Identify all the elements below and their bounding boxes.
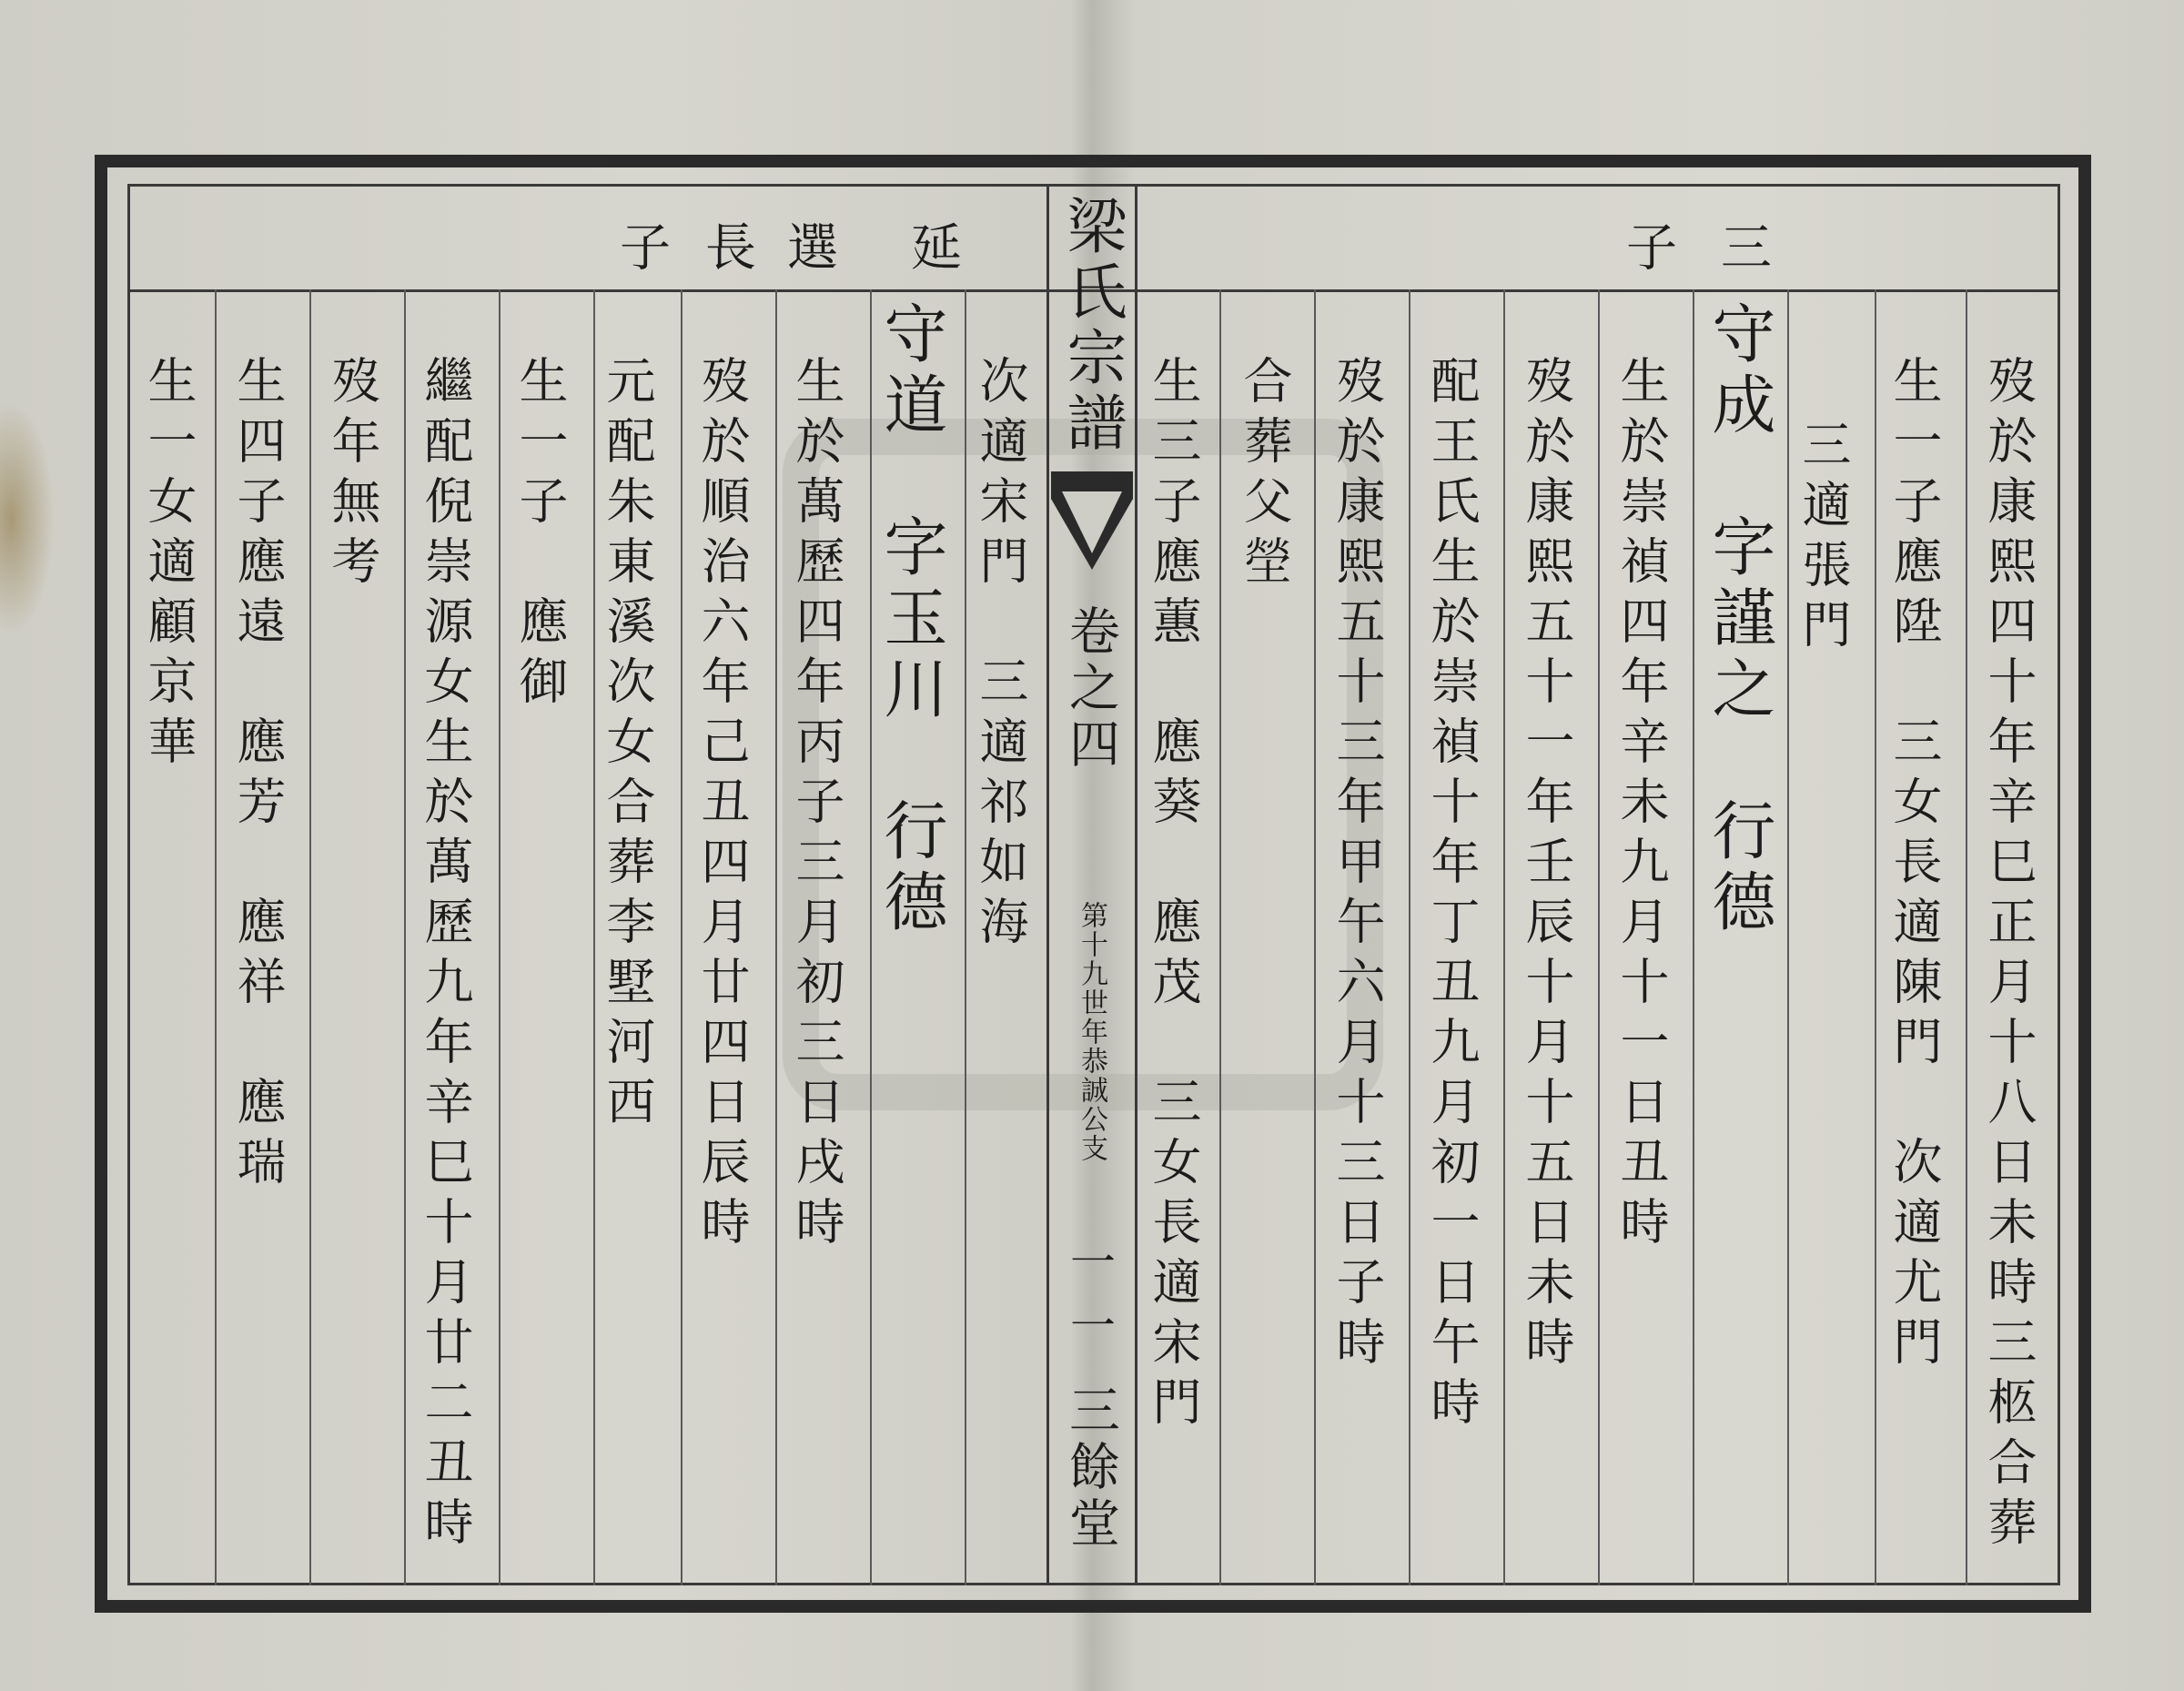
column-rule bbox=[1503, 289, 1505, 1585]
text-column: 三適張門 bbox=[1795, 419, 1852, 659]
column-rule bbox=[1409, 289, 1410, 1585]
left-header-char: 延 bbox=[903, 220, 962, 308]
text-column: 歿於康熙四十年辛巳正月十八日未時三柩合葬 bbox=[1980, 355, 2037, 1556]
text-column: 歿於康熙五十一年壬辰十月十五日未時 bbox=[1518, 355, 1575, 1376]
volume-label: 卷之四 bbox=[1061, 604, 1120, 774]
column-rule bbox=[1219, 289, 1221, 1585]
text-column: 生一子應陞 三女長適陳門 次適尤門 bbox=[1886, 355, 1943, 1376]
column-rule bbox=[775, 289, 777, 1585]
text-column: 生於萬歷四年丙子三月初三日戌時 bbox=[788, 355, 845, 1256]
paper-stain bbox=[0, 400, 55, 637]
fish-tail-mark-icon bbox=[1049, 471, 1135, 572]
genealogy-title: 梁氏宗譜 bbox=[1057, 195, 1127, 457]
column-rule bbox=[870, 289, 872, 1585]
text-column: 次適宋門 三適祁如海 bbox=[972, 355, 1029, 956]
column-rule bbox=[404, 289, 406, 1585]
text-column: 歿年無考 bbox=[324, 355, 381, 595]
text-column: 歿於順治六年己丑四月廿四日辰時 bbox=[693, 355, 751, 1256]
right-header-char: 子 bbox=[1618, 220, 1677, 308]
person-name-column: 守成 字謹之 行德 bbox=[1702, 300, 1776, 939]
column-rule bbox=[681, 289, 682, 1585]
text-column: 歿於康熙五十三年甲午六月十三日子時 bbox=[1329, 355, 1386, 1376]
text-column: 生一女適顧京華 bbox=[140, 355, 197, 775]
person-name-column: 守道 字玉川 行德 bbox=[874, 300, 948, 939]
column-rule bbox=[1693, 289, 1694, 1585]
column-rule bbox=[965, 289, 966, 1585]
text-column: 生三子應蕙 應葵 應茂 三女長適宋門 bbox=[1145, 355, 1202, 1436]
page-number: 一一 bbox=[1063, 1238, 1116, 1365]
text-column: 生一子 應御 bbox=[511, 355, 569, 715]
left-header-char: 選 bbox=[779, 220, 838, 308]
text-column: 生於崇禎四年辛未九月十一日丑時 bbox=[1613, 355, 1670, 1256]
text-column: 元配朱東溪次女合葬李墅河西 bbox=[599, 355, 656, 1136]
column-rule bbox=[1966, 289, 1967, 1585]
right-header-char: 三 bbox=[1713, 220, 1772, 308]
column-rule bbox=[1875, 289, 1876, 1585]
text-column: 繼配倪崇源女生於萬歷九年辛巳十月廿二丑時 bbox=[417, 355, 474, 1556]
text-column: 配王氏生於崇禎十年丁丑九月初一日午時 bbox=[1423, 355, 1481, 1436]
hall-name: 三餘堂 bbox=[1061, 1383, 1120, 1553]
text-column: 生四子應遠 應芳 應祥 應瑞 bbox=[229, 355, 287, 1196]
column-rule bbox=[215, 289, 217, 1585]
column-rule bbox=[1314, 289, 1316, 1585]
left-header-char: 子 bbox=[612, 220, 671, 308]
text-column: 合葬父塋 bbox=[1236, 355, 1293, 595]
column-rule bbox=[1787, 289, 1789, 1585]
column-rule bbox=[1598, 289, 1600, 1585]
column-rule bbox=[499, 289, 500, 1585]
column-rule bbox=[593, 289, 595, 1585]
column-rule bbox=[309, 289, 311, 1585]
left-header-char: 長 bbox=[697, 220, 756, 308]
generation-label: 第十九世年恭誠公支 bbox=[1076, 901, 1107, 1163]
